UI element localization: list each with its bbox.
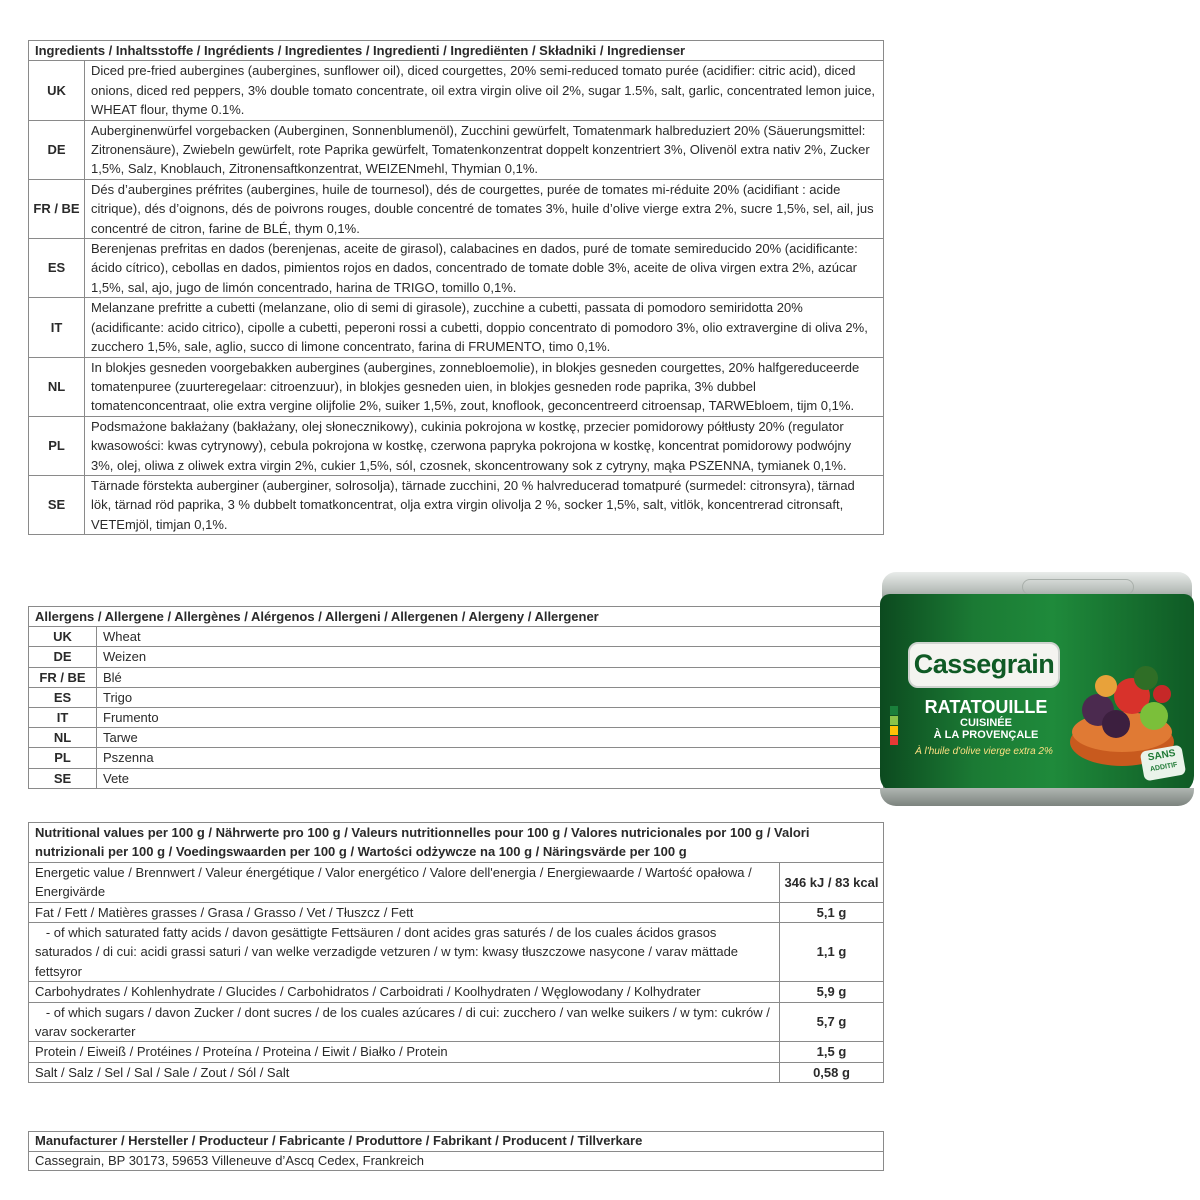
nutri-score-icon (890, 706, 898, 750)
country-code: NL (29, 728, 97, 748)
table-row (29, 475, 884, 534)
allergens-table (28, 606, 884, 789)
table-row (29, 416, 884, 475)
nutrient-value: 5,7 g (779, 1002, 883, 1042)
ingredients-text: Dés d’aubergines préfrites (aubergines, huile de tournesol), dés de courgettes, purée de tomates mi-réduite 20% (acidifiant : acide citrique), dés d’oignons, dés de poivrons rouges, double concentré de tomates 3%, huile d’olive vierge extra 2%, sucre 1,5%, sel, ail, jus concentré de citron, farine de BLÉ, thym 0,1%. (85, 179, 884, 238)
allergen-text: Trigo (97, 687, 884, 707)
nutrient-label: Salt / Salz / Sel / Sal / Sale / Zout / Sól / Salt (29, 1062, 780, 1082)
ingredients-table (28, 40, 884, 535)
brand-logo (908, 642, 1060, 688)
table-row (29, 923, 884, 982)
badge-line1: SANS (1147, 747, 1177, 764)
product-title: RATATOUILLE (924, 697, 1048, 717)
country-code: PL (29, 748, 97, 768)
table-row (29, 239, 884, 298)
nutrient-label: - of which sugars / davon Zucker / dont sucres / de los cuales azúcares / di cui: zucchero / van welke suikers / w tym: cukrów / varav sockerarter (29, 1002, 780, 1042)
can-rim (880, 788, 1194, 806)
allergen-text: Wheat (97, 627, 884, 647)
country-code: ES (29, 239, 85, 298)
table-row (29, 647, 884, 667)
no-additive-badge (1140, 745, 1187, 782)
country-code: DE (29, 647, 97, 667)
manufacturer-header: Manufacturer / Hersteller / Producteur / Fabricante / Produttore / Fabrikant / Producent / Tillverkare (29, 1132, 884, 1152)
table-row (29, 61, 884, 120)
allergen-text: Weizen (97, 647, 884, 667)
product-subtitle (916, 717, 1056, 741)
allergen-text: Vete (97, 768, 884, 788)
table-row (29, 728, 884, 748)
country-code: SE (29, 475, 85, 534)
product-subtitle-line1: CUISINÉE (960, 717, 1012, 729)
table-row (29, 862, 884, 902)
allergens-header: Allergens / Allergene / Allergènes / Alérgenos / Allergeni / Allergenen / Alergeny / Allergener (29, 607, 884, 627)
table-row (29, 627, 884, 647)
nutrient-label: Protein / Eiweiß / Protéines / Proteína / Proteina / Eiwit / Białko / Protein (29, 1042, 780, 1062)
table-row (29, 1042, 884, 1062)
table-row (29, 1002, 884, 1042)
ingredients-header: Ingredients / Inhaltsstoffe / Ingrédients / Ingredientes / Ingredienti / Ingrediënten / Składniki / Ingredienser (29, 41, 884, 61)
nutrient-value: 346 kJ / 83 kcal (779, 862, 883, 902)
ingredients-text: Berenjenas prefritas en dados (berenjenas, aceite de girasol), calabacines en dados, puré de tomate semireducido 20% (acidificante: ácido cítrico), cebollas en dados, pimientos rojos en dados, concentrado de tomate doble 3%, aceite de oliva virgen extra 2%, azúcar 1,5%, sal, ajo, jugo de limón concentrado, harina de TRIGO, tomillo 0,1%. (85, 239, 884, 298)
ingredients-text: Podsmażone bakłażany (bakłażany, olej słonecznikowy), cukinia pokrojona w kostkę, przecier pomidorowy półtłusty 20% (regulator kwasowości: kwas cytrynowy), cebula pokrojona w kostkę, czerwona papryka pokrojona w kostkę, koncentrat pomidorowy podwójny 3%, olej, oliwa z oliwek extra virgin 2%, cukier 1,5%, sól, czosnek, skoncentrowany sok z cytryny, mąka PSZENNA, tymianek 0,1%. (85, 416, 884, 475)
table-row (29, 982, 884, 1002)
country-code: FR / BE (29, 667, 97, 687)
nutrition-table (28, 822, 884, 1083)
ingredients-text: In blokjes gesneden voorgebakken aubergines (aubergines, zonnebloemolie), in blokjes gesneden courgettes, 20% halfgereduceerde tomatenpuree (zuurteregelaar: citroenzuur), in blokjes gesneden uien, in blokjes gesneden rode paprika, 3% dubbel tomatenconcentraat, olie extra vergine olijfolie 2%, suiker 1,5%, zout, knoflook, geconcentreerd citroensap, TARWEbloem, tijm 0,1%. (85, 357, 884, 416)
country-code: UK (29, 61, 85, 120)
allergen-text: Blé (97, 667, 884, 687)
country-code: DE (29, 120, 85, 179)
manufacturer-address: Cassegrain, BP 30173, 59653 Villeneuve d’Ascq Cedex, Frankreich (29, 1151, 884, 1171)
table-row (29, 748, 884, 768)
country-code: PL (29, 416, 85, 475)
table-row (29, 1062, 884, 1082)
table-row (29, 298, 884, 357)
lid-emboss (1022, 579, 1134, 595)
country-code: ES (29, 687, 97, 707)
product-subtitle-line2: À LA PROVENÇALE (933, 729, 1039, 741)
table-row (29, 708, 884, 728)
ingredients-text: Auberginenwürfel vorgebacken (Auberginen, Sonnenblumenöl), Zucchini gewürfelt, Tomatenmark halbreduziert 20% (Säuerungsmittel: Zitronensäure), Zwiebeln gewürfelt, rote Paprika gewürfelt, Tomatenkonzentrat doppelt konzentriert 3%, Olivenöl extra nativ 2%, Zucker 1,5%, Salz, Knoblauch, Zitronensaftkonzentrat, WEIZENmehl, Thymian 0,1%. (85, 120, 884, 179)
table-row (29, 357, 884, 416)
nutrient-label: - of which saturated fatty acids / davon gesättigte Fettsäuren / dont acides gras saturés / de los cuales ácidos grasos saturados / di cui: acidi grassi saturi / van welke verzadigde vetzuren / w tym: kwasy tłuszczowe nasycone / varav mättade fettsyror (29, 923, 780, 982)
nutrient-value: 5,1 g (779, 902, 883, 922)
nutrient-value: 5,9 g (779, 982, 883, 1002)
brand-name: Cassegrain (913, 649, 1055, 679)
allergen-text: Pszenna (97, 748, 884, 768)
nutrient-value: 1,1 g (779, 923, 883, 982)
ingredients-text: Tärnade förstekta auberginer (auberginer, solrosolja), tärnade zucchini, 20 % halvreducerad tomatpuré (surmedel: citronsyra), tärnad lök, tärnad röd paprika, 3 % dubbelt tomatkoncentrat, olja extra virgin olivolja 2 %, socker 1,5%, salt, vitlök, koncentrerad citronsaft, VETEmjöl, timjan 0,1%. (85, 475, 884, 534)
nutrient-label: Carbohydrates / Kohlenhydrate / Glucides / Carbohidratos / Carboidrati / Koolhydraten / Węglowodany / Kolhydrater (29, 982, 780, 1002)
allergen-text: Tarwe (97, 728, 884, 748)
table-row (29, 768, 884, 788)
ingredients-text: Diced pre-fried aubergines (aubergines, sunflower oil), diced courgettes, 20% semi-reduced tomato purée (acidifier: citric acid), diced onions, diced red peppers, 3% double tomato concentrate, oil extra virgin olive oil 2%, sugar 1.5%, salt, garlic, concentrated lemon juice, WHEAT flour, thyme 0.1%. (85, 61, 884, 120)
ingredients-text: Melanzane prefritte a cubetti (melanzane, olio di semi di girasole), zucchine a cubetti, passata di pomodoro semiridotta 20% (acidificante: acido citrico), cipolle a cubetti, peperoni rossi a cubetti, doppio concentrato di pomodoro 3%, olio extravergine di oliva 2%, zucchero 1,5%, sale, aglio, succo di limone concentrato, farina di FRUMENTO, timo 0,1%. (85, 298, 884, 357)
manufacturer-table (28, 1131, 884, 1171)
table-row (29, 120, 884, 179)
allergen-text: Frumento (97, 708, 884, 728)
country-code: IT (29, 298, 85, 357)
nutrient-label: Fat / Fett / Matières grasses / Grasa / Grasso / Vet / Tłuszcz / Fett (29, 902, 780, 922)
country-code: SE (29, 768, 97, 788)
table-row (29, 179, 884, 238)
nutrient-value: 1,5 g (779, 1042, 883, 1062)
nutrient-value: 0,58 g (779, 1062, 883, 1082)
nutrition-header: Nutritional values per 100 g / Nährwerte pro 100 g / Valeurs nutritionnelles pour 100 g / Valores nutricionales por 100 g / Valori nutrizionali per 100 g / Voedingswaarden per 100 g / Wartości odżywcze na 100 g / Näringsvärde per 100 g (29, 823, 884, 863)
country-code: FR / BE (29, 179, 85, 238)
country-code: IT (29, 708, 97, 728)
table-row (29, 667, 884, 687)
country-code: UK (29, 627, 97, 647)
nutrient-label: Energetic value / Brennwert / Valeur énergétique / Valor energético / Valore dell'energia / Energiewaarde / Wartość opałowa / Energivärde (29, 862, 780, 902)
badge-line2: ADDITIF (1149, 761, 1178, 774)
table-row (29, 902, 884, 922)
oil-claim: À l'huile d'olive vierge extra 2% (915, 746, 1053, 757)
table-row (29, 687, 884, 707)
product-can-image (878, 570, 1196, 810)
can-label (880, 594, 1194, 794)
country-code: NL (29, 357, 85, 416)
